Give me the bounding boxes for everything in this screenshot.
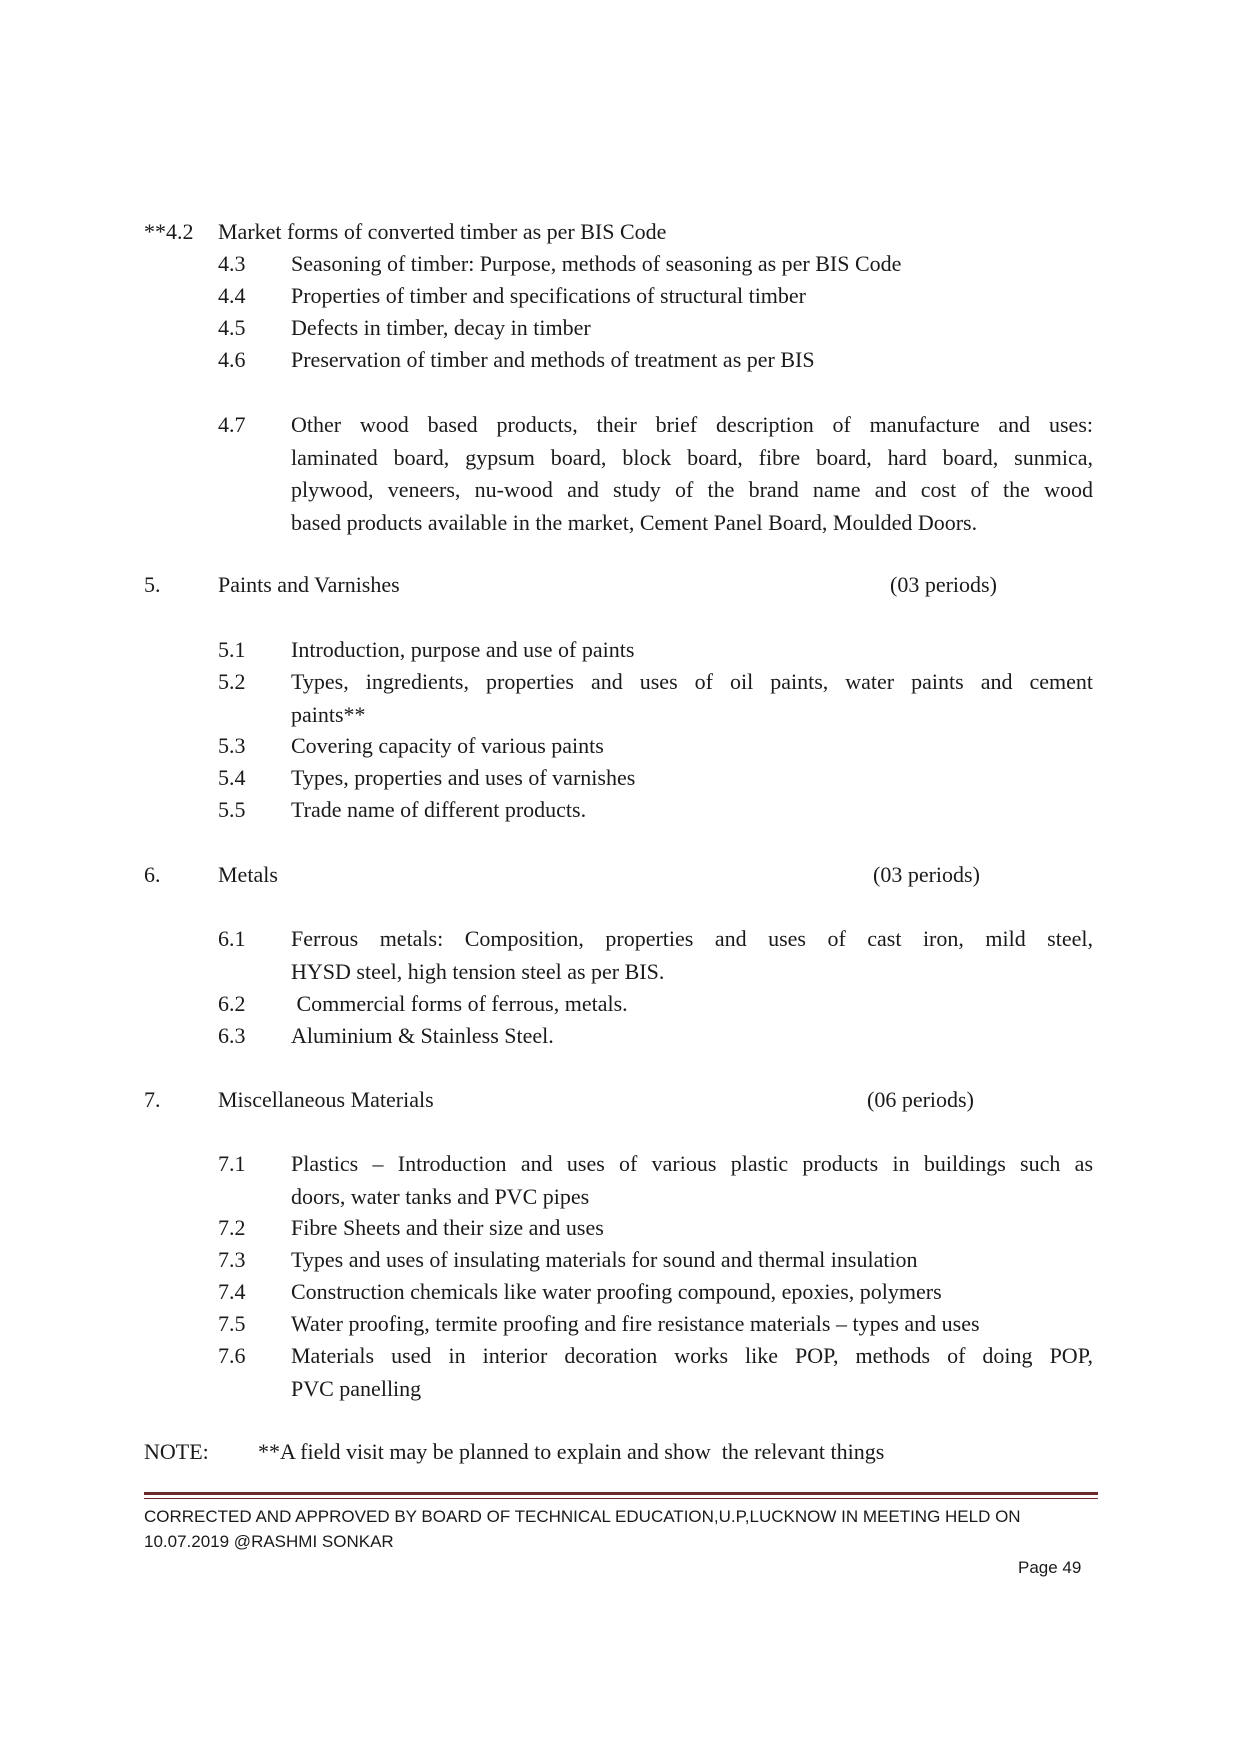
item-text: Introduction, purpose and use of paints (291, 637, 635, 662)
paragraph-line: HYSD steel, high tension steel as per BIS. (291, 958, 665, 984)
footer-date-author: 10.07.2019 @RASHMI SONKAR (144, 1532, 394, 1551)
item-number: 7.4 (218, 1279, 246, 1304)
item-text: Construction chemicals like water proofing compound, epoxies, polymers (291, 1279, 942, 1304)
item-text: Aluminium & Stainless Steel. (291, 1023, 554, 1048)
item-number: 6.3 (218, 1023, 246, 1048)
item-text: Preservation of timber and methods of treatment as per BIS (291, 347, 815, 372)
item-text: Commercial forms of ferrous, metals. (291, 991, 628, 1016)
item-number: 4.7 (218, 412, 246, 437)
section-number: 6. (144, 862, 161, 887)
item-number: 6.1 (218, 926, 246, 951)
item-text: Properties of timber and specifications of structural timber (291, 283, 807, 308)
item-text: Covering capacity of various paints (291, 733, 604, 758)
paragraph-line: PVC panelling (291, 1375, 422, 1401)
section-number: 5. (144, 572, 161, 597)
item-number: 5.2 (218, 669, 246, 694)
paragraph-line: Materials used in interior decoration works like POP, methods of doing POP, (291, 1343, 1093, 1368)
item-number: 6.2 (218, 991, 246, 1016)
section-title: Paints and Varnishes (218, 572, 400, 597)
item-paragraph (291, 409, 1093, 539)
item-number: **4.2 (144, 219, 194, 244)
item-number: 5.5 (218, 797, 246, 822)
item-text: Water proofing, termite proofing and fire resistance materials – types and uses (291, 1311, 980, 1336)
paragraph-line: Types, ingredients, properties and uses of oil paints, water paints and cement (291, 669, 1093, 694)
section-number: 7. (144, 1087, 161, 1112)
paragraph-line: Other wood based products, their brief description of manufacture and uses: (291, 412, 1093, 437)
page-number: Page 49 (1018, 1558, 1082, 1577)
paragraph-line: laminated board, gypsum board, block board, fibre board, hard board, sunmica, (291, 444, 1093, 470)
item-number: 5.3 (218, 733, 246, 758)
item-number: 7.3 (218, 1247, 246, 1272)
section-title: Miscellaneous Materials (218, 1087, 434, 1112)
item-number: 4.3 (218, 251, 246, 276)
paragraph-line: plywood, veneers, nu-wood and study of the brand name and cost of the wood (291, 477, 1093, 502)
item-text: Seasoning of timber: Purpose, methods of seasoning as per BIS Code (291, 251, 902, 276)
paragraph-line: Plastics – Introduction and uses of various plastic products in buildings such as (291, 1151, 1093, 1176)
item-paragraph (291, 1340, 1093, 1405)
paragraph-line: based products available in the market, Cement Panel Board, Moulded Doors. (291, 509, 978, 535)
item-number: 7.5 (218, 1311, 246, 1336)
item-text: Types, properties and uses of varnishes (291, 765, 636, 790)
item-text: Defects in timber, decay in timber (291, 315, 591, 340)
item-text: Trade name of different products. (291, 797, 587, 822)
paragraph-line: paints** (291, 701, 366, 727)
item-number: 4.4 (218, 283, 246, 308)
paragraph-line: Ferrous metals: Composition, properties and uses of cast iron, mild steel, (291, 926, 1093, 951)
item-number: 4.5 (218, 315, 246, 340)
item-number: 5.4 (218, 765, 246, 790)
item-text: Market forms of converted timber as per BIS Code (218, 219, 667, 244)
item-number: 7.2 (218, 1215, 246, 1240)
footer-approval-line: CORRECTED AND APPROVED BY BOARD OF TECHNICAL EDUCATION,U.P,LUCKNOW IN MEETING HELD ON (144, 1507, 1021, 1526)
footer-rule-thick (144, 1492, 1098, 1495)
item-number: 4.6 (218, 347, 246, 372)
section-title: Metals (218, 862, 278, 887)
item-text: Types and uses of insulating materials for sound and thermal insulation (291, 1247, 918, 1272)
section-periods: (03 periods) (873, 862, 980, 887)
item-text: Fibre Sheets and their size and uses (291, 1215, 604, 1240)
item-number: 7.6 (218, 1343, 246, 1368)
note-text: **A field visit may be planned to explain and show the relevant things (258, 1439, 885, 1464)
item-paragraph (291, 666, 1093, 731)
item-number: 5.1 (218, 637, 246, 662)
section-periods: (03 periods) (890, 572, 997, 597)
footer-rule-thin (144, 1498, 1098, 1499)
paragraph-line: doors, water tanks and PVC pipes (291, 1183, 590, 1209)
item-number: 7.1 (218, 1151, 246, 1176)
note-label: NOTE: (144, 1439, 209, 1464)
section-periods: (06 periods) (867, 1087, 974, 1112)
item-paragraph (291, 1148, 1093, 1213)
item-paragraph (291, 923, 1093, 988)
